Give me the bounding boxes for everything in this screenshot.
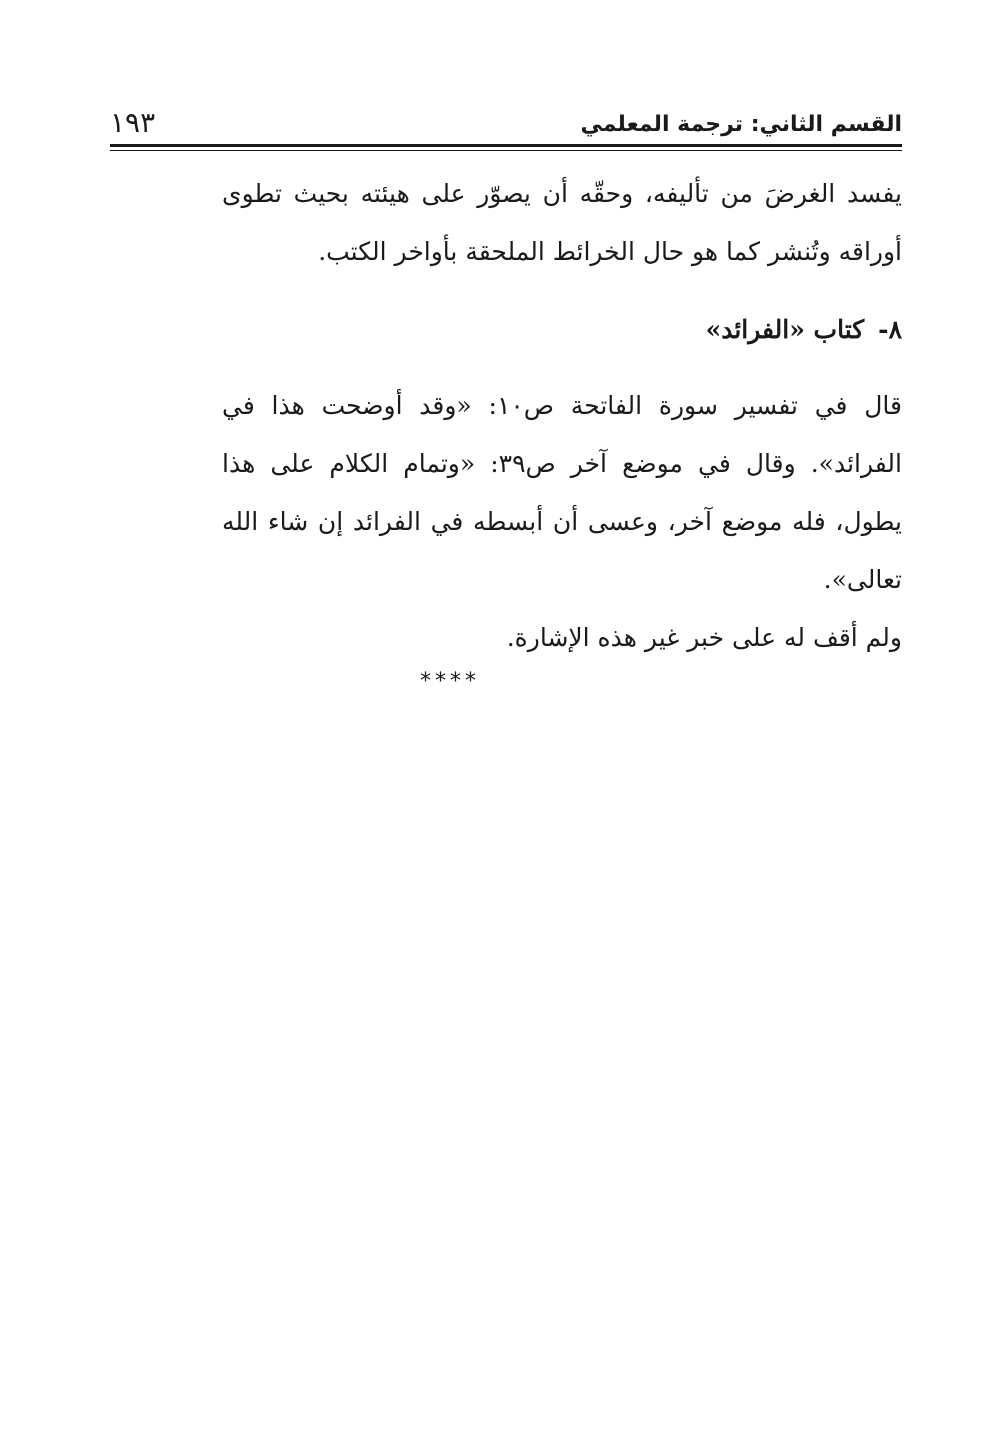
paragraph-continuation: يفسد الغرضَ من تأليفه، وحقّه أن يصوّر على هيئته بحيث تطوى أوراقه وتُنشر كما هو حال الخرائط الملحقة بأواخر الكتب.: [222, 179, 902, 266]
entry-number: ٨-: [878, 315, 902, 344]
section-title: القسم الثاني: ترجمة المعلمي: [580, 112, 902, 137]
page-body: [222, 165, 902, 667]
entry-title: كتاب «الفرائد»: [705, 315, 865, 344]
entry-heading: [222, 301, 902, 359]
paragraph-conclusion: ولم أقف له على خبر غير هذه الإشارة.: [506, 623, 902, 652]
header-rule-thin: [110, 150, 902, 151]
running-header: [110, 100, 902, 144]
header-rule-thick: [110, 144, 902, 147]
book-page: [110, 100, 902, 694]
page-number: ١٩٣: [110, 106, 156, 139]
section-separator: ****: [420, 669, 480, 694]
paragraph-quotes: قال في تفسير سورة الفاتحة ص١٠: «وقد أوضحت هذا في الفرائد». وقال في موضع آخر ص٣٩: «وتمام الكلام على هذا يطول، فله موضع آخر، وعسى أن أبسطه في الفرائد إن شاء الله تعالى».: [222, 391, 903, 594]
